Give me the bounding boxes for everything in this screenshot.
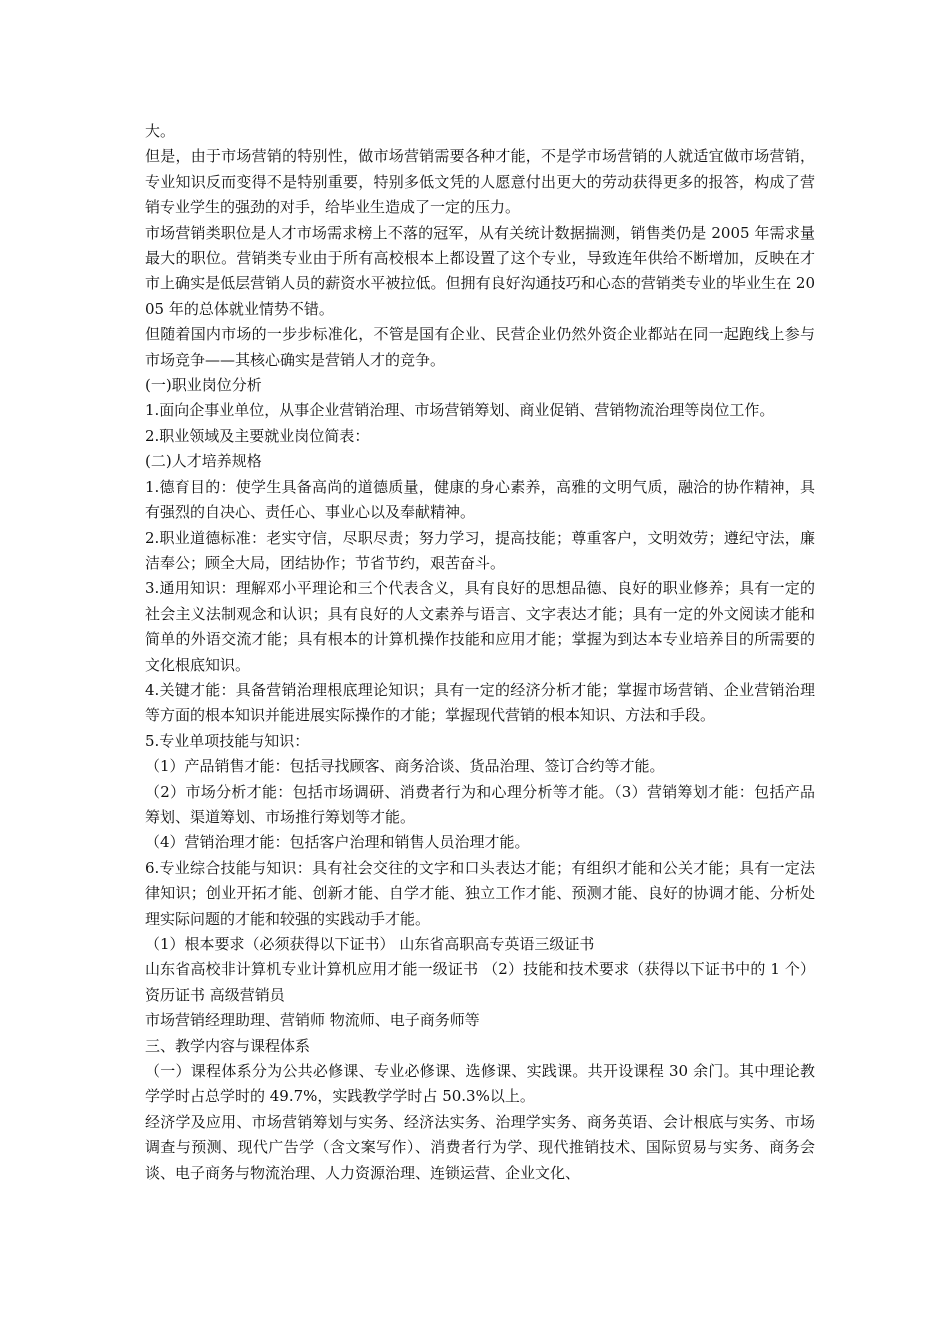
paragraph: 2.职业道德标准：老实守信，尽职尽责；努力学习，提高技能；尊重客户，文明效劳；遵纪守法，廉洁奉公；顾全大局，团结协作；节省节约，艰苦奋斗。 [145, 528, 815, 572]
paragraph: 山东省高校非计算机专业计算机应用才能一级证书 （2）技能和技术要求（获得以下证书中的 1 个） 资历证书 高级营销员 [145, 960, 815, 1004]
paragraph: （1）根本要求（必须获得以下证书） 山东省高职高专英语三级证书 [145, 935, 595, 953]
paragraph: 大。 [145, 122, 176, 140]
section-heading: (二)人才培养规格 [145, 452, 262, 471]
paragraph: 但是，由于市场营销的特别性，做市场营销需要各种才能，不是学市场营销的人就适宜做市场营销，专业知识反而变得不是特别重要，特别多低文凭的人愿意付出更大的劳动获得更多的报答，构成了营销专业学生的强劲的对手，给毕业生造成了一定的压力。 [145, 147, 815, 217]
paragraph: 4.关键才能：具备营销治理根底理论知识；具有一定的经济分析才能；掌握市场营销、企业营销治理等方面的根本知识并能进展实际操作的才能；掌握现代营销的根本知识、方法和手段。 [145, 680, 815, 725]
paragraph: 2.职业领域及主要就业岗位简表： [145, 426, 370, 445]
paragraph: （2）市场分析才能：包括市场调研、消费者行为和心理分析等才能。（3）营销筹划才能：包括产品筹划、渠道筹划、市场推行筹划等才能。 [145, 782, 815, 826]
paragraph: 5.专业单项技能与知识： [145, 731, 310, 750]
paragraph: 市场营销经理助理、营销师 物流师、电子商务师等 [145, 1011, 480, 1030]
paragraph: （4）营销治理才能：包括客户治理和销售人员治理才能。 [145, 833, 530, 852]
paragraph: 3.通用知识：理解邓小平理论和三个代表含义，具有良好的思想品德、良好的职业修养；具有一定的社会主义法制观念和认识；具有良好的人文素养与语言、文字表达才能；具有一定的外文阅读才能和简单的外语交流才能；具有根本的计算机操作技能和应用才能；掌握为到达本专业培养目的所需要的文化根底知识。 [145, 579, 815, 674]
paragraph: （一）课程体系分为公共必修课、专业必修课、选修课、实践课。共开设课程 30 余门。其中理论教学学时占总学时的 49.7%，实践教学学时占 50.3%以上。 [145, 1062, 815, 1106]
paragraph: 1.面向企事业单位，从事企业营销治理、市场营销筹划、商业促销、营销物流治理等岗位工作。 [145, 401, 775, 420]
section-heading: 三、教学内容与课程体系 [145, 1036, 311, 1055]
paragraph: 市场营销类职位是人才市场需求榜上不落的冠军，从有关统计数据揣测，销售类仍是 2005 年需求量最大的职位。营销类专业由于所有高校根本上都设置了这个专业，导致连年供给不断增加，反映在才市上确实是低层营销人员的薪资水平被拉低。但拥有良好沟通技巧和心态的营销类专业的毕业生在 2005 年的总体就业情势不错。 [145, 223, 815, 318]
paragraph: （1）产品销售才能：包括寻找顾客、商务洽谈、货品治理、签订合约等才能。 [145, 757, 665, 776]
section-heading: (一)职业岗位分析 [145, 376, 262, 395]
paragraph: 经济学及应用、市场营销筹划与实务、经济法实务、治理学实务、商务英语、会计根底与实务、市场调查与预测、现代广告学（含文案写作）、消费者行为学、现代推销技术、国际贸易与实务、商务会谈、电子商务与物流治理、人力资源治理、连锁运营、企业文化、 [145, 1112, 815, 1182]
paragraph: 6.专业综合技能与知识：具有社会交往的文字和口头表达才能；有组织才能和公关才能；具有一定法律知识；创业开拓才能、创新才能、自学才能、独立工作才能、预测才能、良好的协调才能、分析处理实际问题的才能和较强的实践动手才能。 [145, 858, 815, 928]
paragraph: 1.德育目的：使学生具备高尚的道德质量，健康的身心素养，高雅的文明气质，融洽的协作精神，具有强烈的自决心、责任心、事业心以及奉献精神。 [145, 477, 815, 522]
paragraph: 但随着国内市场的一步步标准化，不管是国有企业、民营企业仍然外资企业都站在同一起跑线上参与市场竞争——其核心确实是营销人才的竞争。 [145, 325, 815, 369]
document-body [145, 119, 815, 1186]
